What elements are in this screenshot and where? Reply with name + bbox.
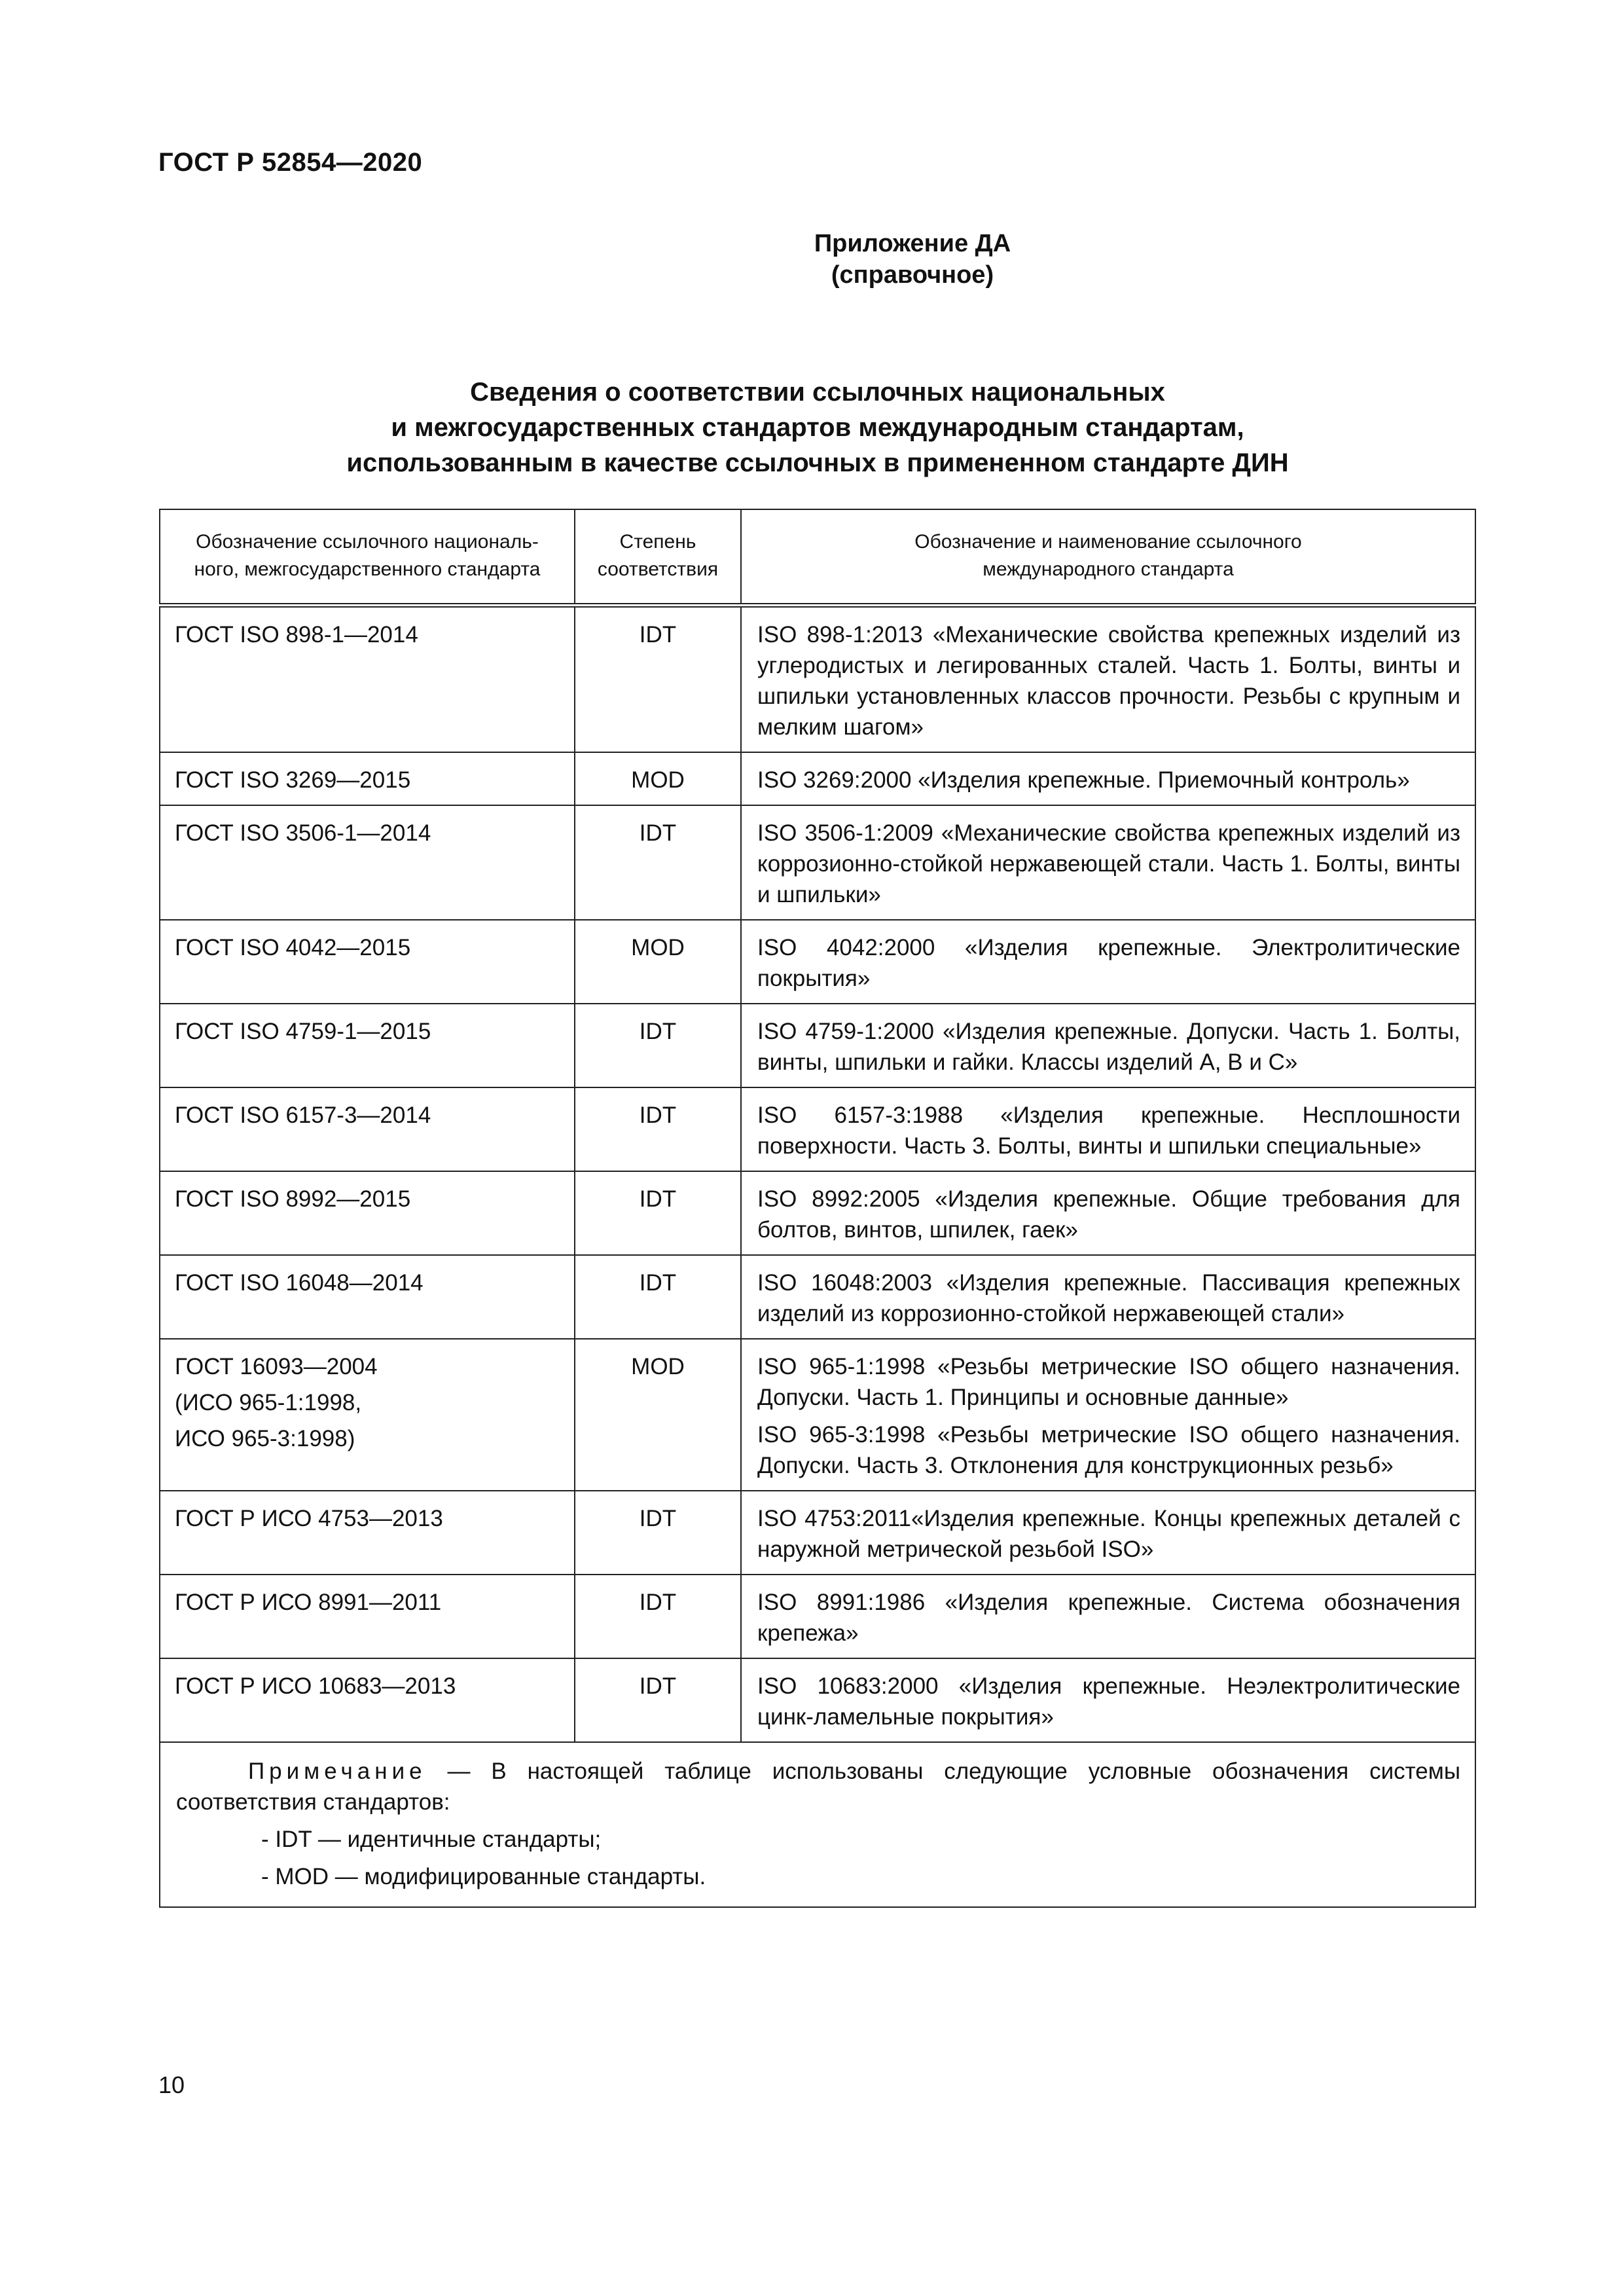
national-standard-cell [160,1491,575,1575]
international-standard-cell [741,805,1475,920]
table-row [160,1255,1475,1339]
national-standard-cell [160,1575,575,1658]
national-standard-cell [160,606,575,753]
table-note [160,1742,1475,1907]
note-item-idt: - IDT — идентичные стандарты; [261,1827,602,1852]
table-row [160,805,1475,920]
international-standard: ISO 898-1:2013 «Механические свойства крепежных изделий из углеродистых и легированных сталей. Часть 1. Болты, винты и шпильки установленных классов прочности. Резьбы с крупным и мелким шагом» [757,622,1460,740]
national-standard: ГОСТ 16093—2004 [175,1354,378,1379]
header-international-standard-line1: Обозначение и наименование ссылочного [914,531,1302,553]
national-standard-cell [160,920,575,1004]
international-standard: ISO 965-1:1998 «Резьбы метрические ISO общего назначения. Допуски. Часть 1. Принципы и основные данные» [757,1354,1460,1410]
degree-cell: IDT [575,1087,741,1171]
national-standard-cell [160,805,575,920]
note-intro [176,1756,1460,1817]
national-standard-cell [160,1087,575,1171]
table-row [160,1004,1475,1087]
national-standard: ГОСТ ISO 4759-1—2015 [175,1019,431,1044]
international-standard-cell [741,920,1475,1004]
national-standard-equivalent: ИСО 965-3:1998) [175,1426,355,1451]
international-standard: ISO 4753:2011«Изделия крепежные. Концы крепежных деталей с наружной метрической резьбой ISO» [757,1506,1460,1562]
international-standard: ISO 965-3:1998 «Резьбы метрические ISO общего назначения. Допуски. Часть 3. Отклонения для конструкционных резьб» [757,1422,1460,1478]
note-label: Примечание [248,1758,427,1784]
national-standard: ГОСТ ISO 16048—2014 [175,1270,424,1296]
header-national-standard-line1: Обозначение ссылочного националь- [196,531,539,553]
degree-cell: IDT [575,1491,741,1575]
national-standard: ГОСТ ISO 6157-3—2014 [175,1102,431,1128]
degree-cell: IDT [575,1575,741,1658]
title-line: использованным в качестве ссылочных в примененном стандарте ДИН [346,448,1289,477]
degree-cell: IDT [575,1255,741,1339]
header-international-standard-line2: международного стандарта [983,558,1234,580]
header-national-standard [160,509,575,606]
note-text: — В настоящей таблице использованы следующие условные обозначения системы соответствия стандартов: [176,1758,1460,1815]
table-note-row [160,1742,1475,1907]
table-title [161,374,1474,481]
international-standard-cell [741,1658,1475,1742]
national-standard: ГОСТ ISO 898-1—2014 [175,622,418,647]
international-standard-cell [741,1004,1475,1087]
international-standard-cell [741,1255,1475,1339]
national-standard: ГОСТ ISO 8992—2015 [175,1186,411,1212]
national-standard-cell [160,1658,575,1742]
international-standard-cell [741,606,1475,753]
national-standard: ГОСТ ISO 3269—2015 [175,767,411,793]
international-standard: ISO 3506-1:2009 «Механические свойства крепежных изделий из коррозионно-стойкой нержавеющей стали. Часть 1. Болты, винты и шпильки» [757,820,1460,907]
correspondence-table [159,509,1476,1908]
header-national-standard-line2: ного, межгосударственного стандарта [194,558,541,580]
appendix-title: Приложение ДА [814,230,1011,257]
document-number: ГОСТ Р 52854—2020 [158,148,423,177]
header-international-standard [741,509,1475,606]
degree-cell: IDT [575,805,741,920]
international-standard-cell [741,1491,1475,1575]
appendix-subtitle: (справочное) [831,261,994,289]
table-row [160,920,1475,1004]
national-standard-cell [160,752,575,805]
national-standard-cell [160,1255,575,1339]
national-standard: ГОСТ Р ИСО 10683—2013 [175,1673,456,1699]
national-standard-cell [160,1004,575,1087]
table-row [160,1171,1475,1255]
degree-cell: IDT [575,1004,741,1087]
table-row [160,752,1475,805]
table-row [160,1339,1475,1491]
international-standard-cell [741,1339,1475,1491]
national-standard: ГОСТ ISO 3506-1—2014 [175,820,431,846]
table-row [160,1658,1475,1742]
national-standard-cell [160,1339,575,1491]
national-standard: ГОСТ ISO 4042—2015 [175,935,411,960]
header-degree-line2: соответствия [597,558,719,580]
degree-cell: IDT [575,1658,741,1742]
national-standard: ГОСТ Р ИСО 8991—2011 [175,1590,442,1615]
degree-cell: MOD [575,752,741,805]
international-standard-cell [741,1171,1475,1255]
header-degree-line1: Степень [619,531,696,553]
title-line: Сведения о соответствии ссылочных национальных [470,378,1165,407]
table-row [160,1575,1475,1658]
degree-cell: MOD [575,1339,741,1491]
international-standard-cell [741,1087,1475,1171]
degree-cell: IDT [575,1171,741,1255]
international-standard: ISO 16048:2003 «Изделия крепежные. Пассивация крепежных изделий из коррозионно-стойкой нержавеющей стали» [757,1270,1460,1326]
national-standard: ГОСТ Р ИСО 4753—2013 [175,1506,443,1531]
header-degree [575,509,741,606]
international-standard: ISO 8991:1986 «Изделия крепежные. Система обозначения крепежа» [757,1590,1460,1646]
degree-cell: IDT [575,606,741,753]
note-item-mod: - MOD — модифицированные стандарты. [261,1864,706,1889]
appendix-heading [0,228,1624,291]
national-standard-equivalent: (ИСО 965-1:1998, [175,1390,362,1415]
table-header-row [160,509,1475,606]
degree-cell: MOD [575,920,741,1004]
national-standard-cell [160,1171,575,1255]
international-standard: ISO 4042:2000 «Изделия крепежные. Электролитические покрытия» [757,935,1460,991]
table-row [160,1491,1475,1575]
table-row [160,1087,1475,1171]
international-standard: ISO 8992:2005 «Изделия крепежные. Общие требования для болтов, винтов, шпилек, гаек» [757,1186,1460,1243]
international-standard: ISO 3269:2000 «Изделия крепежные. Приемочный контроль» [757,767,1410,793]
international-standard: ISO 10683:2000 «Изделия крепежные. Неэлектролитические цинк-ламельные покрытия» [757,1673,1460,1730]
page-number: 10 [158,2071,185,2098]
table-row [160,606,1475,753]
title-line: и межгосударственных стандартов международным стандартам, [391,413,1244,442]
international-standard-cell [741,752,1475,805]
international-standard-cell [741,1575,1475,1658]
international-standard: ISO 4759-1:2000 «Изделия крепежные. Допуски. Часть 1. Болты, винты, шпильки и гайки. Классы изделий А, В и С» [757,1019,1460,1075]
international-standard: ISO 6157-3:1988 «Изделия крепежные. Несплошности поверхности. Часть 3. Болты, винты и шпильки специальные» [757,1102,1460,1159]
